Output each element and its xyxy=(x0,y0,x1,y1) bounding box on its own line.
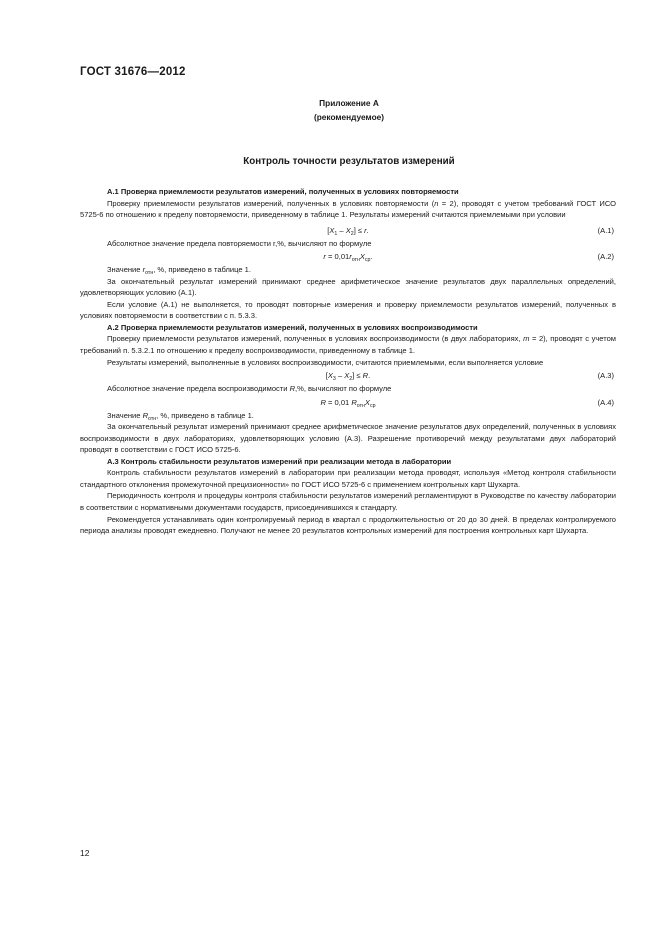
section-a1-heading: А.1 Проверка приемлемости результатов измерений, полученных в условиях повторяемости xyxy=(107,187,459,196)
equation-formula: R = 0,01 $R_{отн}X_{ср}$ xyxy=(320,397,376,409)
equation-a1 xyxy=(80,223,616,238)
paragraph: Абсолютное значение предела повторяемости r,%, вычисляют по формуле xyxy=(107,238,372,248)
equation-a4 xyxy=(80,395,616,410)
paragraph: Абсолютное значение предела воспроизводимости R,%, вычисляют по формуле xyxy=(107,384,392,394)
section-a3-heading: А.3 Контроль стабильности результатов измерений при реализации метода в лаборатории xyxy=(107,456,452,466)
document-body xyxy=(80,186,616,537)
equation-number: (А.2) xyxy=(597,252,614,262)
appendix-status: (рекомендуемое) xyxy=(313,112,385,122)
appendix-label: Приложение А xyxy=(319,98,379,108)
paragraph: Рекомендуется устанавливать один контролируемый период в квартал с продолжительностью от 20 до 30 дней. В пределах контролируемого периода анализы проводят ежедневно. Получают не менее 20 результатов контрольных измерений для построения контрольных карт Шухарта. xyxy=(80,514,616,536)
paragraph: За окончательный результат измерений принимают среднее арифметическое значение результатов двух определений, полученных в условиях воспроизводимости в двух лабораториях, удовлетворяющих условию (А.3). Разрешение противоречий между результатами двух лабораторий проводят в соответствии с ГОСТ ИСО 5725-6. xyxy=(80,422,616,455)
equation-a3 xyxy=(80,368,616,383)
paragraph: Значение $r_{отн}$, %, приведено в таблице 1. xyxy=(107,265,251,277)
equation-number: (А.1) xyxy=(597,225,614,235)
paragraph: Если условие (А.1) не выполняется, то проводят повторные измерения и проверку приемлемости результатов измерений, полученных в условиях повторяемости в соответствии с п. 5.3.3. xyxy=(80,299,616,321)
equation-a2 xyxy=(80,249,616,264)
paragraph: Значение $R_{отн}$, %, приведено в таблице 1. xyxy=(107,410,254,422)
standard-header: ГОСТ 31676—2012 xyxy=(80,66,186,78)
paragraph: Результаты измерений, выполненные в условиях воспроизводимости, считаются приемлемыми, если выполняется условие xyxy=(107,357,544,367)
equation-number: (А.3) xyxy=(597,371,614,381)
appendix-heading xyxy=(80,96,618,124)
paragraph: Проверку приемлемости результатов измерений, полученных в условиях повторяемости (n = 2), проводят с учетом требований ГОСТ ИСО 5725-6 по отношению к пределу повторяемости, приведенному в таблице 1. Результаты измерений считаются приемлемыми при условии xyxy=(80,198,616,220)
paragraph: Контроль стабильности результатов измерений в лаборатории при реализации метода проводят, используя «Метод контроля стабильности стандартного отклонения промежуточной прецизионности» по ГОСТ ИСО 5725-6 с применением контрольных карт Шухарта. xyxy=(80,468,616,489)
paragraph: Проверку приемлемости результатов измерений, полученных в условиях воспроизводимости (в двух лабораториях, m = 2), проводят с учетом требований п. 5.3.2.1 по отношению к пределу воспроизводимости, приведенному в таблице 1. xyxy=(80,334,616,356)
equation-formula: $[X_3 - X_2] \le R$. xyxy=(325,371,371,383)
page-number: 12 xyxy=(80,848,90,858)
equation-formula: $r = 0,01r_{отн}X_{ср}$. xyxy=(323,252,373,264)
paragraph: За окончательный результат измерений принимают среднее арифметическое значение результатов двух параллельных определений, удовлетворяющих условию (А.1). xyxy=(80,276,616,298)
equation-formula: $[X_1 - X_2] \le r$. xyxy=(327,225,369,237)
page-title: Контроль точности результатов измерений xyxy=(243,156,455,167)
paragraph: Периодичность контроля и процедуры контроля стабильности результатов измерений регламентируют в Руководстве по качеству лаборатории в соответствии с нормативными документами государств, присоединившихся к стандарту. xyxy=(80,491,616,513)
section-a2-heading: А.2 Проверка приемлемости результатов измерений, полученных в условиях воспроизводимости xyxy=(107,322,478,332)
equation-number: (А.4) xyxy=(597,397,614,407)
